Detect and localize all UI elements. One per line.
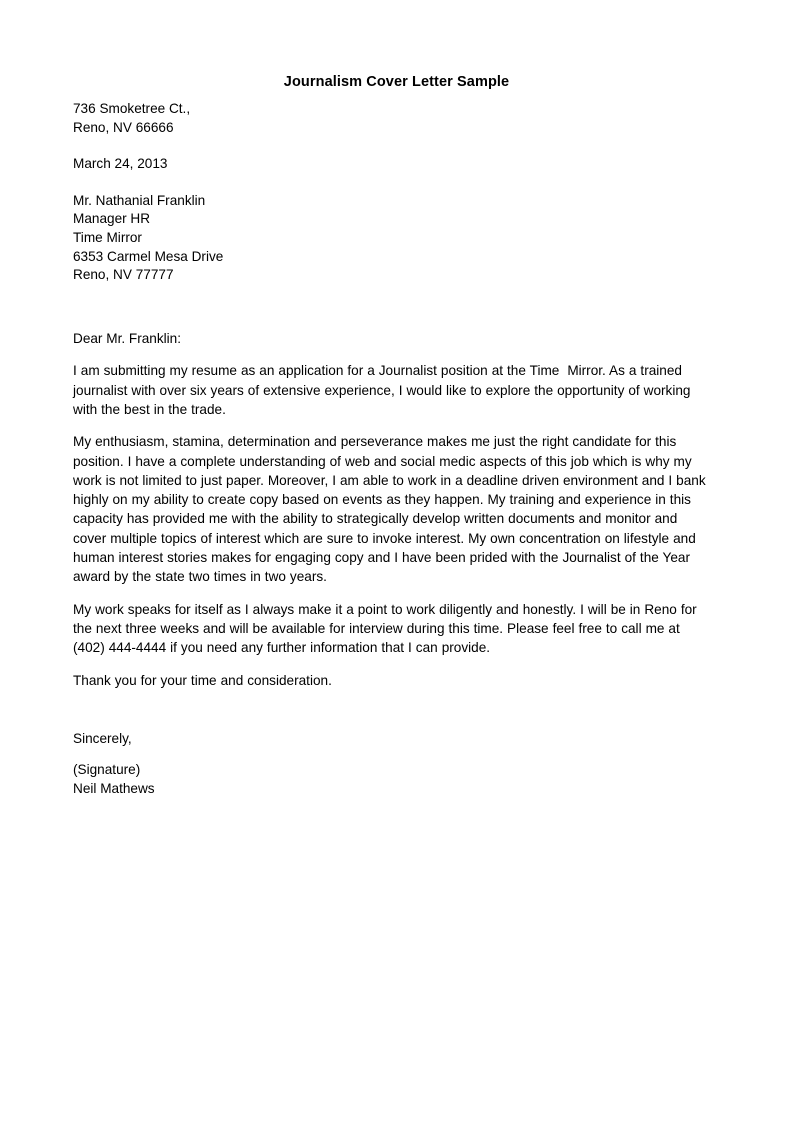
spacer-after-date — [73, 174, 713, 192]
sender-address-block — [73, 100, 713, 137]
spacer-before-closing — [73, 690, 713, 730]
salutation: Dear Mr. Franklin: — [73, 330, 182, 346]
spacer-after-sender — [73, 137, 713, 155]
recipient-street: 6353 Carmel Mesa Drive — [73, 248, 224, 264]
letter-date: March 24, 2013 — [73, 156, 168, 172]
sender-address-line-1: 736 Smoketree Ct., — [73, 101, 191, 116]
spacer-after-salutation — [73, 348, 713, 361]
body-paragraph-3: My work speaks for itself as I always make it a point to work diligently and honestly. I will be in Reno for the next three weeks and will be available for interview during this time. Please feel free to call me at (402) 444-4444 if you need any further information that I can provide. — [73, 601, 701, 656]
page-title: Journalism Cover Letter Sample — [283, 74, 510, 90]
recipient-name: Mr. Nathanial Franklin — [73, 192, 206, 208]
spacer-after-paragraph-1 — [73, 419, 713, 432]
sender-address-line-2: Reno, NV 66666 — [73, 119, 174, 135]
body-paragraph-4: Thank you for your time and consideration. — [73, 672, 332, 688]
body-paragraph-2: My enthusiasm, stamina, determination and perseverance makes me just the right candidate for this position. I have a complete understanding of web and social medic aspects of this job which is why my work is not limited to just paper. Moreover, I am able to work in a deadline driven environment and I bank highly on my ability to create copy based on events as they happen. My training and experience in this capacity has provided me with the ability to strategically develop written documents and monitor and cover multiple topics of interest which are sure to invoke interest. My own concentration on lifestyle and human interest stories makes for engaging copy and I have been prided with the Journalist of the Year award by the state two times in two years. — [73, 434, 710, 585]
signature-block — [73, 761, 713, 798]
spacer-before-salutation — [73, 285, 713, 330]
recipient-city-state-zip: Reno, NV 77777 — [73, 267, 174, 283]
valediction: Sincerely, — [73, 730, 132, 746]
spacer-after-valediction — [73, 748, 713, 761]
spacer-after-paragraph-2 — [73, 587, 713, 600]
recipient-address-block — [73, 192, 713, 285]
signer-name: Neil Mathews — [73, 780, 155, 796]
valediction-block — [73, 730, 713, 749]
spacer-after-paragraph-3 — [73, 658, 713, 671]
letter-body — [73, 100, 713, 799]
recipient-job-title: Manager HR — [73, 211, 151, 227]
body-paragraph-1: I am submitting my resume as an application for a Journalist position at the Time Mirror. As a trained journalist with over six years of extensive experience, I would like to explore the opportunity of working with the best in the trade. — [73, 363, 695, 417]
date-block — [73, 155, 713, 174]
recipient-company: Time Mirror — [73, 229, 142, 245]
signature-placeholder: (Signature) — [73, 762, 141, 778]
